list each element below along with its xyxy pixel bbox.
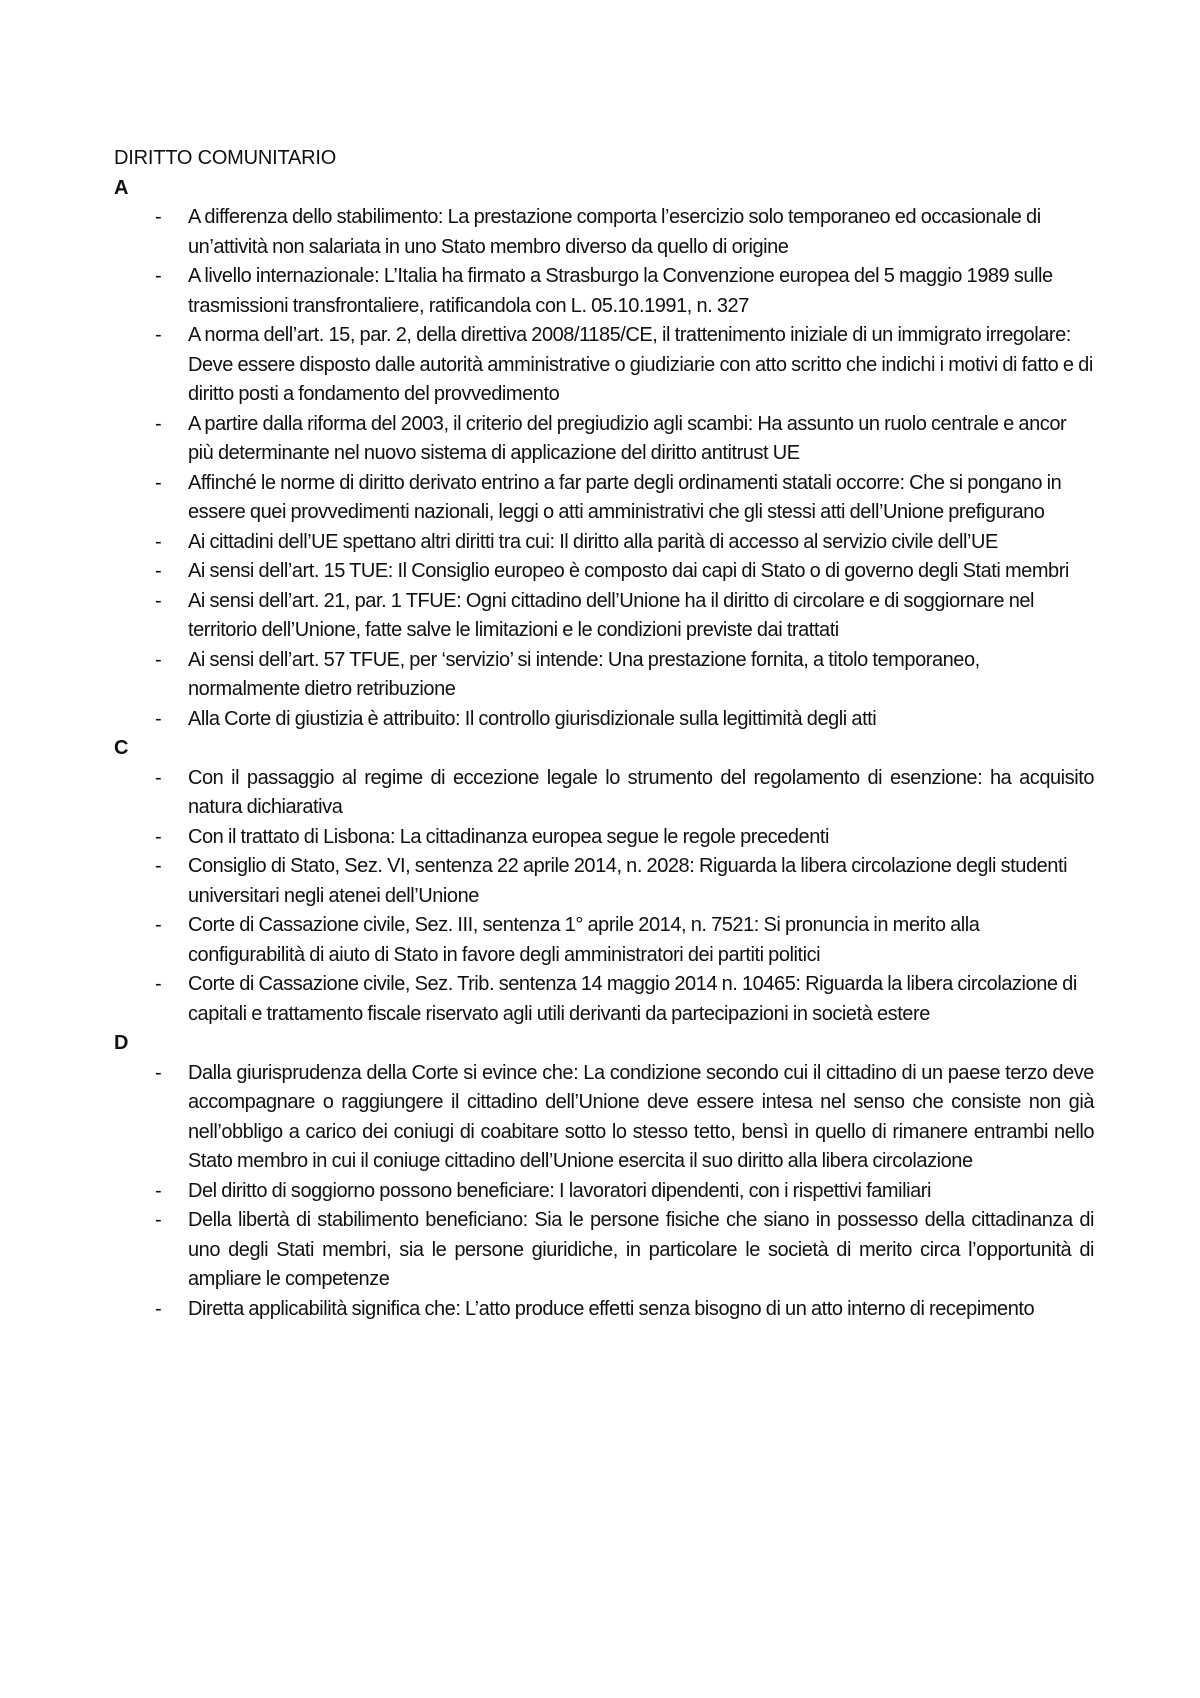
bullet-dash: - (155, 589, 162, 612)
document-body (114, 144, 1094, 1324)
list-item-text: Corte di Cassazione civile, Sez. Trib. sentenza 14 maggio 2014 n. 10465: Riguarda la libera circolazione di capitali e trattamento fiscale riservato agli utili derivanti da partecipazioni in società estere (188, 973, 1077, 1025)
list-item (114, 1206, 1094, 1295)
list-item (114, 321, 1094, 410)
list-item-text: A norma dell’art. 15, par. 2, della direttiva 2008/1185/CE, il trattenimento iniziale di un immigrato irregolare: Deve essere disposto dalle autorità amministrative o giudiziarie con atto scritto che indichi i motivi di fatto e di diritto posti a fondamento del provvedimento (188, 324, 1093, 405)
list-item (114, 1295, 1094, 1325)
list-item-text: A differenza dello stabilimento: La prestazione comporta l’esercizio solo temporaneo ed occasionale di un’attività non salariata in uno Stato membro diverso da quello di origine (188, 206, 1041, 258)
bullet-dash: - (155, 1179, 162, 1202)
list-item-text: Dalla giurisprudenza della Corte si evince che: La condizione secondo cui il cittadino di un paese terzo deve accompagnare o raggiungere il cittadino dell’Unione deve essere intesa nel senso che consiste non già nell’obbligo a carico dei coniugi di coabitare sotto lo stesso tetto, bensì in quello di rimanere entrambi nello Stato membro in cui il coniuge cittadino dell’Unione esercita il suo diritto alla libera circolazione (188, 1061, 1094, 1172)
bullet-dash: - (155, 206, 162, 228)
bullet-dash: - (155, 707, 162, 730)
list-item-text: Consiglio di Stato, Sez. VI, sentenza 22 aprile 2014, n. 2028: Riguarda la libera circolazione degli studenti universitari negli atenei dell’Unione (188, 855, 1068, 907)
bullet-dash: - (155, 766, 162, 789)
list-item (114, 852, 1094, 911)
list-item (114, 1059, 1094, 1177)
list-item (114, 203, 1094, 262)
list-item (114, 557, 1094, 587)
list-item-text: Del diritto di soggiorno possono beneficiare: I lavoratori dipendenti, con i rispettivi familiari (188, 1179, 931, 1202)
list-item-text: Della libertà di stabilimento beneficiano: Sia le persone fisiche che siano in possesso della cittadinanza di uno degli Stati membri, sia le persone giuridiche, in particolare le società di merito circa l’opportunità di ampliare le competenze (188, 1209, 1094, 1290)
list-item-text: Affinché le norme di diritto derivato entrino a far parte degli ordinamenti statali occorre: Che si pongano in essere quei provvedimenti nazionali, leggi o atti amministrativi che gli stessi atti dell’Unione prefigurano (188, 471, 1062, 523)
list-item (114, 262, 1094, 321)
list-item (114, 705, 1094, 735)
bullet-dash: - (155, 648, 162, 671)
bullet-dash: - (155, 412, 162, 435)
list-item-text: Alla Corte di giustizia è attribuito: Il controllo giurisdizionale sulla legittimità degli atti (188, 707, 877, 730)
list-item-text: A partire dalla riforma del 2003, il criterio del pregiudizio agli scambi: Ha assunto un ruolo centrale e ancor più determinante nel nuovo sistema di applicazione del diritto antitrust UE (188, 412, 1067, 464)
section-d-list (114, 1059, 1094, 1325)
list-item-text: Ai sensi dell’art. 57 TFUE, per ‘servizio’ si intende: Una prestazione fornita, a titolo temporaneo, normalmente dietro retribuzione (188, 648, 980, 700)
list-item-text: Diretta applicabilità significa che: L’atto produce effetti senza bisogno di un atto interno di recepimento (188, 1297, 1035, 1320)
bullet-dash: - (155, 530, 162, 553)
list-item (114, 911, 1094, 970)
list-item (114, 823, 1094, 853)
list-item-text: Ai sensi dell’art. 15 TUE: Il Consiglio europeo è composto dai capi di Stato o di governo degli Stati membri (188, 560, 1069, 582)
bullet-dash: - (155, 471, 162, 494)
list-item (114, 528, 1094, 558)
section-a-list (114, 203, 1094, 734)
section-letter-a: A (114, 176, 129, 199)
section-letter-c: C (114, 737, 129, 759)
list-item (114, 764, 1094, 823)
bullet-dash: - (155, 1061, 162, 1084)
bullet-dash: - (155, 825, 162, 848)
list-item-text: Con il passaggio al regime di eccezione legale lo strumento del regolamento di esenzione: ha acquisito natura dichiarativa (188, 766, 1094, 818)
bullet-dash: - (155, 324, 162, 346)
bullet-dash: - (155, 973, 162, 995)
bullet-dash: - (155, 265, 162, 287)
document-title: DIRITTO COMUNITARIO (114, 147, 337, 169)
list-item (114, 587, 1094, 646)
list-item (114, 646, 1094, 705)
bullet-dash: - (155, 560, 162, 582)
list-item-text: A livello internazionale: L’Italia ha firmato a Strasburgo la Convenzione europea del 5 maggio 1989 sulle trasmissioni transfrontaliere, ratificandola con L. 05.10.1991, n. 327 (188, 265, 1053, 317)
list-item (114, 410, 1094, 469)
bullet-dash: - (155, 914, 162, 936)
list-item-text: Ai cittadini dell’UE spettano altri diritti tra cui: Il diritto alla parità di accesso al servizio civile dell’UE (188, 530, 998, 553)
bullet-dash: - (155, 1297, 162, 1320)
list-item (114, 469, 1094, 528)
section-c-list (114, 764, 1094, 1030)
bullet-dash: - (155, 855, 162, 877)
list-item-text: Corte di Cassazione civile, Sez. III, sentenza 1° aprile 2014, n. 7521: Si pronuncia in merito alla configurabilità di aiuto di Stato in favore degli amministratori dei partiti politici (188, 914, 980, 966)
list-item-text: Ai sensi dell’art. 21, par. 1 TFUE: Ogni cittadino dell’Unione ha il diritto di circolare e di soggiornare nel territorio dell’Unione, fatte salve le limitazioni e le condizioni previste dai trattati (188, 589, 1035, 641)
section-letter-d: D (114, 1032, 129, 1054)
list-item (114, 970, 1094, 1029)
list-item-text: Con il trattato di Lisbona: La cittadinanza europea segue le regole precedenti (188, 825, 829, 848)
bullet-dash: - (155, 1209, 162, 1231)
list-item (114, 1177, 1094, 1207)
